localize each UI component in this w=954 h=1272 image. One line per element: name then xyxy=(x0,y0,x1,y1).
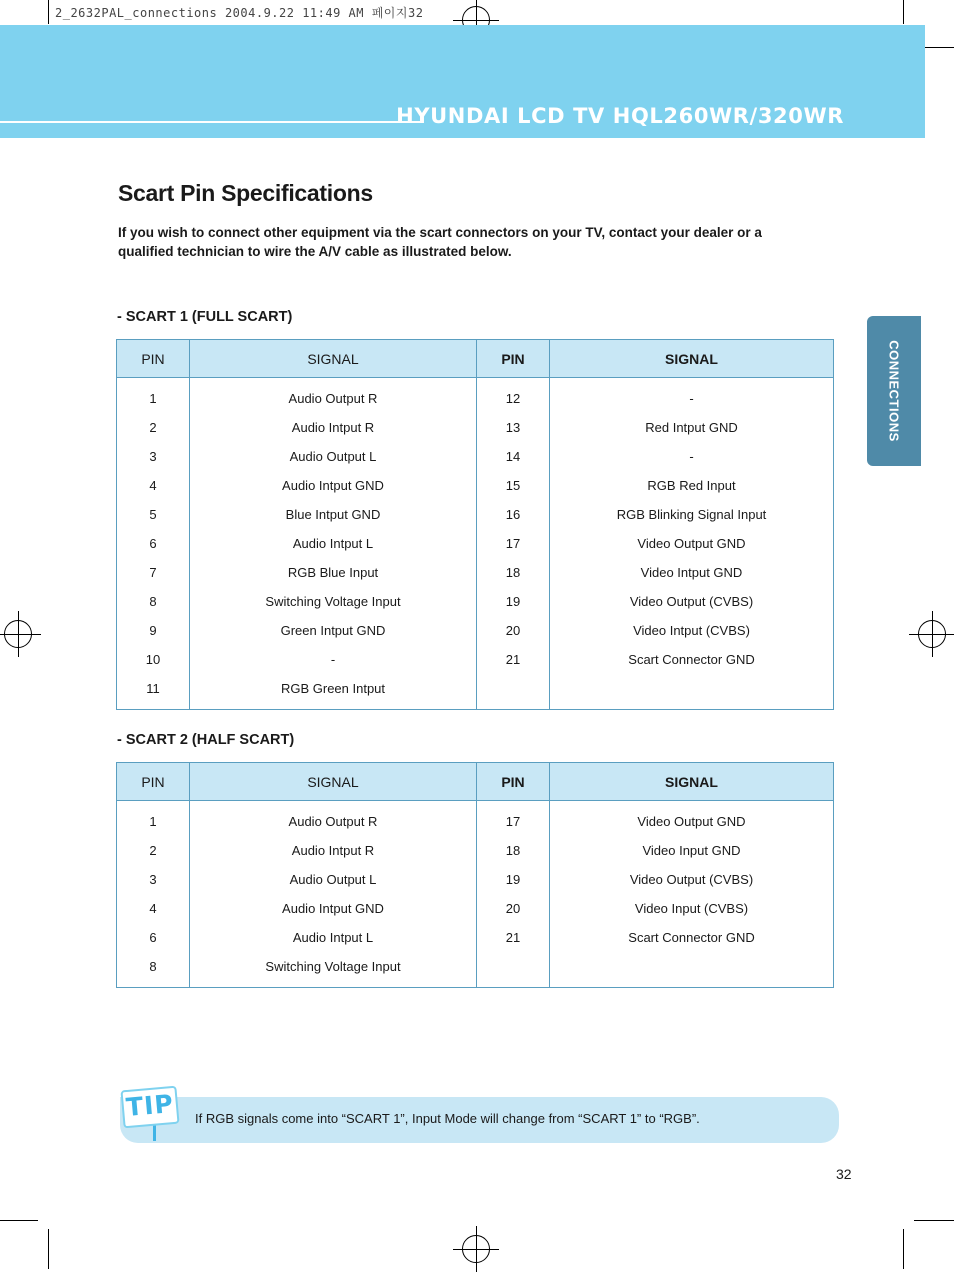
table-row xyxy=(117,836,834,865)
signal-cell: Audio Intput R xyxy=(291,843,375,858)
header-title: HYUNDAI LCD TV HQL260WR/320WR xyxy=(396,104,844,128)
crop-mark xyxy=(914,1220,954,1221)
pin-cell: 6 xyxy=(117,529,190,558)
table-row xyxy=(117,587,834,616)
pin-cell: 19 xyxy=(477,865,550,894)
pin-cell: 9 xyxy=(117,616,190,645)
table-row xyxy=(117,645,834,674)
registration-mark xyxy=(4,620,32,648)
page-title: Scart Pin Specifications xyxy=(118,180,373,206)
table-row xyxy=(117,442,834,471)
pin-cell: 18 xyxy=(477,558,550,587)
scart1-table xyxy=(116,339,834,710)
signal-cell: Audio Output L xyxy=(289,872,377,887)
table-row xyxy=(117,801,834,837)
scart2-heading: - SCART 2 (HALF SCART) xyxy=(117,732,295,748)
table-row xyxy=(117,529,834,558)
table-row xyxy=(117,952,834,988)
pin-cell: 20 xyxy=(477,894,550,923)
pin-cell: 17 xyxy=(477,801,550,837)
pin-cell: 7 xyxy=(117,558,190,587)
signal-cell: - xyxy=(550,442,834,471)
crop-mark xyxy=(0,1220,38,1221)
signal-cell: Audio Intput R xyxy=(291,420,375,435)
pin-cell: 15 xyxy=(477,471,550,500)
signal-cell: Video Output (CVBS) xyxy=(550,865,834,894)
table-row xyxy=(117,471,834,500)
signal-cell: Video Output GND xyxy=(550,801,834,837)
signal-cell: Video Input GND xyxy=(550,836,834,865)
table-row xyxy=(117,558,834,587)
print-slug: 2_2632PAL_connections 2004.9.22 11:49 AM 페이지32 xyxy=(55,6,424,20)
pin-cell: 2 xyxy=(117,836,190,865)
pin-cell xyxy=(477,952,550,988)
table-row xyxy=(117,894,834,923)
table-row xyxy=(117,674,834,710)
col-header-pin: PIN xyxy=(477,763,550,801)
signal-cell: Audio Intput GND xyxy=(282,901,384,916)
pin-cell: 1 xyxy=(117,378,190,414)
signal-cell: Audio Output R xyxy=(288,814,378,829)
pin-cell: 4 xyxy=(117,471,190,500)
scart2-table xyxy=(116,762,834,988)
pin-cell: 8 xyxy=(117,952,190,988)
table-row xyxy=(117,865,834,894)
signal-cell: Video Input (CVBS) xyxy=(550,894,834,923)
registration-mark xyxy=(462,1235,490,1263)
tip-badge-label: TIP xyxy=(124,1088,175,1123)
signal-cell: Scart Connector GND xyxy=(550,645,834,674)
table-header-row xyxy=(117,763,834,801)
intro-text: If you wish to connect other equipment via the scart connectors on your TV, contact your dealer or a qualified technician to wire the A/V cable as illustrated below. xyxy=(118,225,762,259)
crop-mark xyxy=(903,1229,904,1269)
table-row xyxy=(117,378,834,414)
crop-mark xyxy=(903,0,904,24)
table-header-row xyxy=(117,340,834,378)
pin-cell: 19 xyxy=(477,587,550,616)
tip-box xyxy=(120,1097,839,1143)
table-row xyxy=(117,616,834,645)
signal-cell: Video Intput (CVBS) xyxy=(550,616,834,645)
signal-cell: RGB Blinking Signal Input xyxy=(550,500,834,529)
signal-cell: Video Intput GND xyxy=(550,558,834,587)
signal-cell: Switching Voltage Input xyxy=(265,594,401,609)
signal-cell: - xyxy=(550,378,834,414)
pin-cell: 12 xyxy=(477,378,550,414)
pin-cell: 4 xyxy=(117,894,190,923)
pin-cell: 10 xyxy=(117,645,190,674)
signal-cell: RGB Blue Input xyxy=(287,565,379,580)
pin-cell: 18 xyxy=(477,836,550,865)
pin-cell: 14 xyxy=(477,442,550,471)
header-rule xyxy=(0,121,420,123)
crop-mark xyxy=(48,1229,49,1269)
pin-cell xyxy=(477,674,550,710)
crop-mark xyxy=(48,0,49,24)
signal-cell: Audio Intput GND xyxy=(282,478,384,493)
signal-cell: Audio Intput L xyxy=(292,930,374,945)
signal-cell: Audio Intput L xyxy=(292,536,374,551)
signal-cell: Blue Intput GND xyxy=(285,507,381,522)
tip-badge-stick xyxy=(153,1124,156,1141)
signal-cell: Green Intput GND xyxy=(280,623,386,638)
pin-cell: 3 xyxy=(117,442,190,471)
pin-cell: 16 xyxy=(477,500,550,529)
signal-cell: RGB Green Intput xyxy=(280,681,386,696)
table-row xyxy=(117,923,834,952)
signal-cell: Switching Voltage Input xyxy=(265,959,401,974)
pin-cell: 5 xyxy=(117,500,190,529)
pin-cell: 13 xyxy=(477,413,550,442)
col-header-signal: SIGNAL xyxy=(550,340,834,378)
col-header-pin: PIN xyxy=(117,340,190,378)
page-number: 32 xyxy=(836,1166,852,1182)
signal-cell: Video Output (CVBS) xyxy=(550,587,834,616)
pin-cell: 17 xyxy=(477,529,550,558)
side-tab-connections xyxy=(867,316,921,466)
col-header-pin: PIN xyxy=(477,340,550,378)
signal-cell: Audio Output R xyxy=(288,391,378,406)
pin-cell: 3 xyxy=(117,865,190,894)
pin-cell: 11 xyxy=(117,674,190,710)
table-row xyxy=(117,500,834,529)
signal-cell xyxy=(550,674,834,710)
pin-cell: 6 xyxy=(117,923,190,952)
pin-cell: 8 xyxy=(117,587,190,616)
col-header-signal: SIGNAL xyxy=(190,340,477,378)
tip-badge-icon xyxy=(120,1086,179,1129)
col-header-signal: SIGNAL xyxy=(190,763,477,801)
signal-cell: Video Output GND xyxy=(550,529,834,558)
col-header-signal: SIGNAL xyxy=(550,763,834,801)
tip-text: If RGB signals come into “SCART 1”, Input Mode will change from “SCART 1” to “RGB”. xyxy=(195,1111,700,1126)
pin-cell: 1 xyxy=(117,801,190,837)
registration-mark xyxy=(918,620,946,648)
pin-cell: 20 xyxy=(477,616,550,645)
signal-cell: Red Intput GND xyxy=(550,413,834,442)
col-header-pin: PIN xyxy=(117,763,190,801)
signal-cell: Audio Output L xyxy=(289,449,377,464)
signal-cell: - xyxy=(330,652,336,667)
side-tab-label: CONNECTIONS xyxy=(886,340,902,442)
pin-cell: 2 xyxy=(117,413,190,442)
signal-cell: RGB Red Input xyxy=(550,471,834,500)
scart1-heading: - SCART 1 (FULL SCART) xyxy=(117,309,293,325)
pin-cell: 21 xyxy=(477,923,550,952)
signal-cell xyxy=(550,952,834,988)
table-row xyxy=(117,413,834,442)
pin-cell: 21 xyxy=(477,645,550,674)
signal-cell: Scart Connector GND xyxy=(550,923,834,952)
